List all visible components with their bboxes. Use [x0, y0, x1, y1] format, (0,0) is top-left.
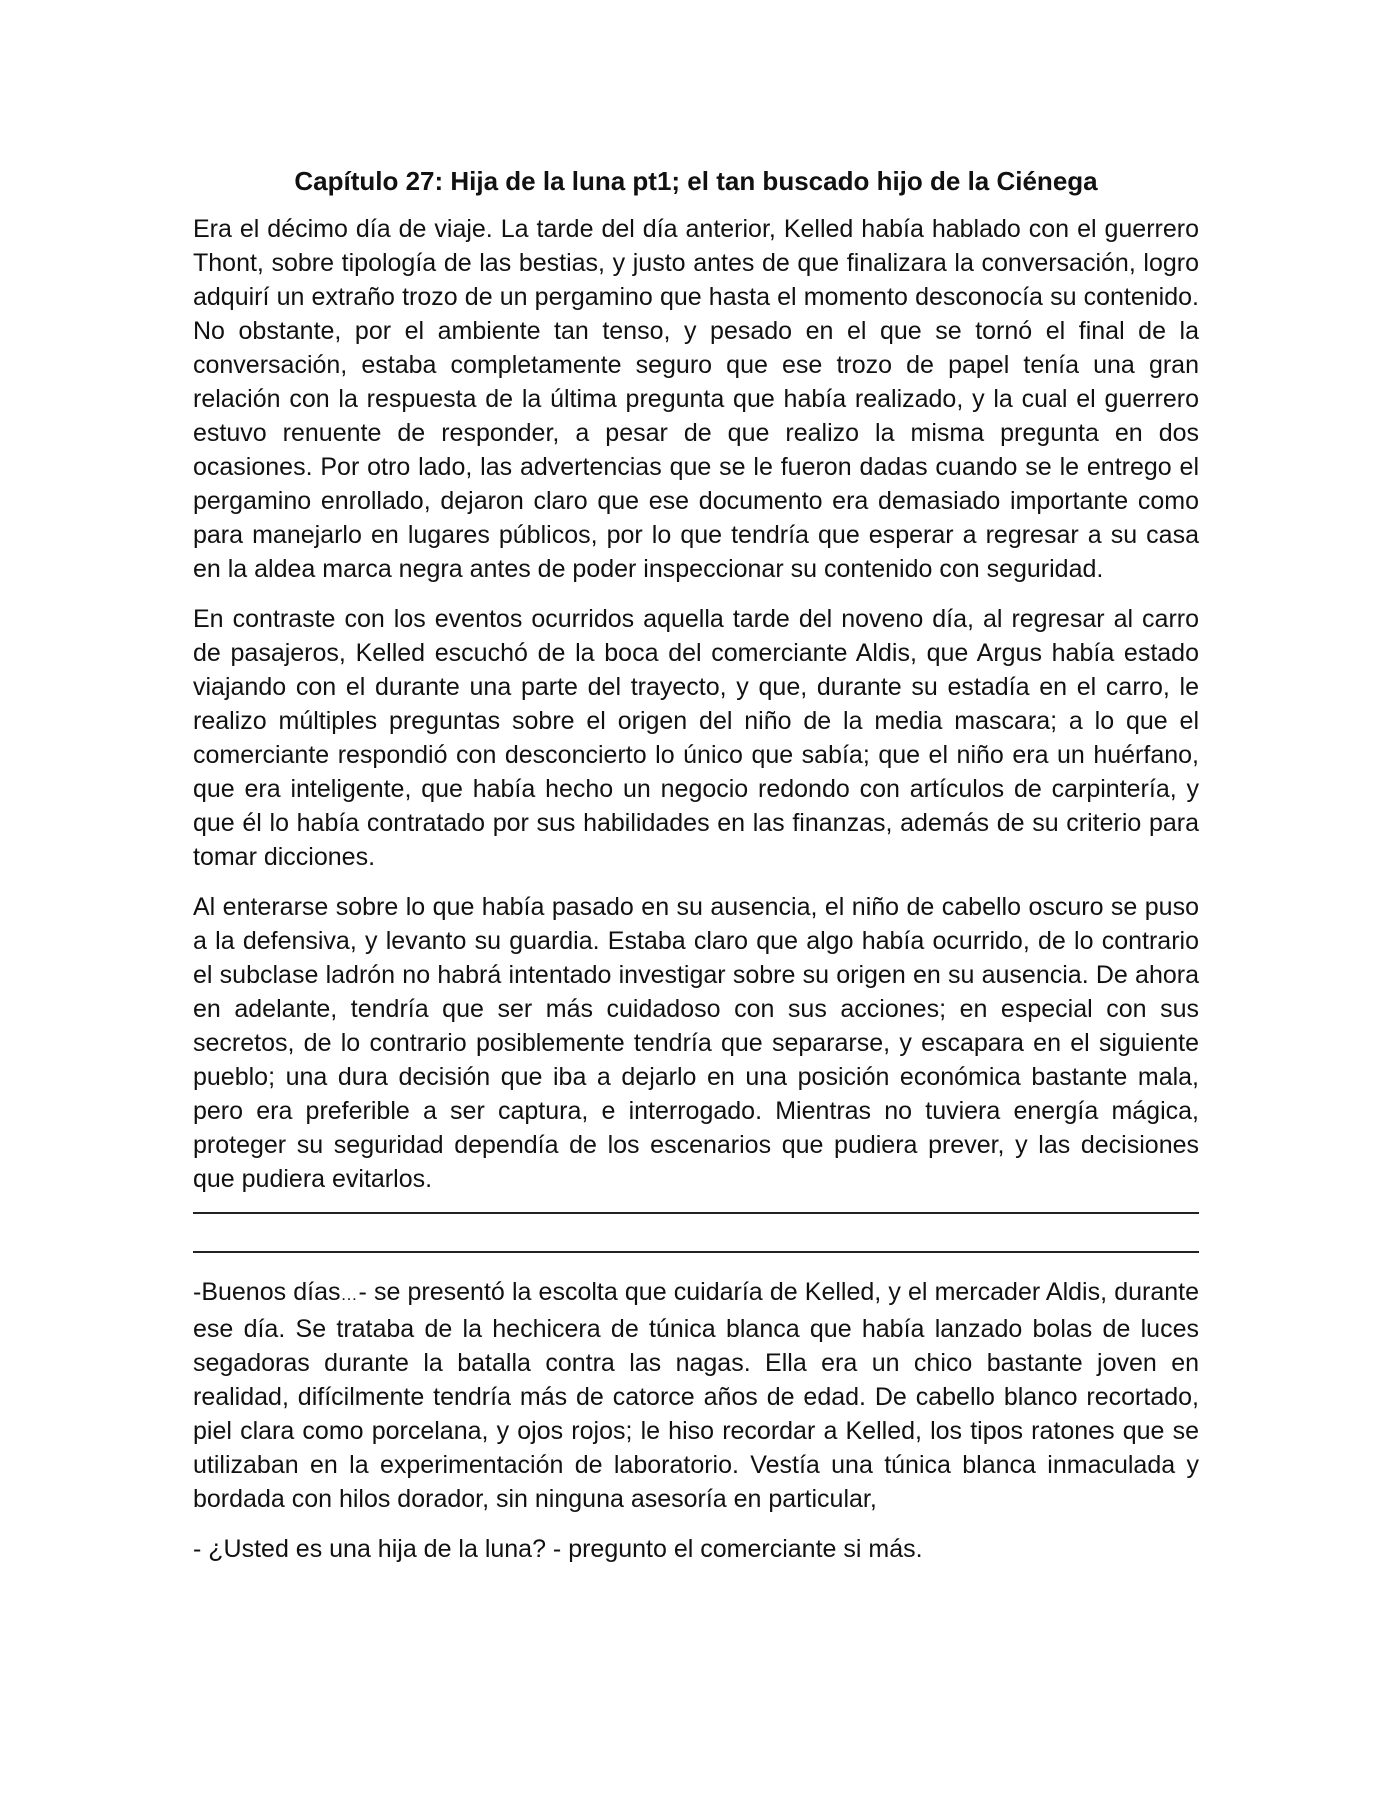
dialogue-greeting: -Buenos días	[193, 1278, 341, 1306]
dialogue-paragraph-1	[193, 1275, 1199, 1516]
dialogue-paragraph-2: - ¿Usted es una hija de la luna? - pregunto el comerciante si más.	[193, 1535, 923, 1563]
chapter-title: Capítulo 27: Hija de la luna pt1; el tan buscado hijo de la Ciénega	[294, 166, 1098, 196]
paragraph-3: Al enterarse sobre lo que había pasado en su ausencia, el niño de cabello oscuro se puso a la defensiva, y levanto su guardia. Estaba claro que algo había ocurrido, de lo contrario el subclase ladrón no habrá intentado investigar sobre su origen en su ausencia. De ahora en adelante, tendría que ser más cuidadoso con sus acciones; en especial con sus secretos, de lo contrario posiblemente tendría que separarse, y escapara en el siguiente pueblo; una dura decisión que iba a dejarlo en una posición económica bastante mala, pero era preferible a ser captura, e interrogado. Mientras no tuviera energía mágica, proteger su seguridad dependía de los escenarios que pudiera prever, y las decisiones que pudiera evitarlos.	[193, 893, 1199, 1193]
paragraph-2: En contraste con los eventos ocurridos aquella tarde del noveno día, al regresar al carro de pasajeros, Kelled escuchó de la boca del comerciante Aldis, que Argus había estado viajando con el durante una parte del trayecto, y que, durante su estadía en el carro, le realizo múltiples preguntas sobre el origen del niño de la media mascara; a lo que el comerciante respondió con desconcierto lo único que sabía; que el niño era un huérfano, que era inteligente, que había hecho un negocio redondo con artículos de carpintería, y que él lo había contratado por sus habilidades en las finanzas, además de su criterio para tomar dicciones.	[193, 605, 1199, 871]
dialogue-narration: - se presentó la escolta que cuidaría de Kelled, y el mercader Aldis, durante ese día. Se trataba de la hechicera de túnica blanca que había lanzado bolas de luces segadoras durante la batalla contra las nagas. Ella era un chico bastante joven en realidad, difícilmente tendría más de catorce años de edad. De cabello blanco recortado, piel clara como porcelana, y ojos rojos; le hiso recordar a Kelled, los tipos ratones que se utilizaban en la experimentación de laboratorio. Vestía una túnica blanca inmaculada y bordada con hilos dorador, sin ninguna asesoría en particular,	[193, 1278, 1199, 1513]
document-page	[193, 150, 1199, 1582]
section-divider-top	[193, 1212, 1199, 1214]
paragraph-1: Era el décimo día de viaje. La tarde del día anterior, Kelled había hablado con el guerrero Thont, sobre tipología de las bestias, y justo antes de que finalizara la conversación, logro adquirí un extraño trozo de un pergamino que hasta el momento desconocía su contenido. No obstante, por el ambiente tan tenso, y pesado en el que se tornó el final de la conversación, estaba completamente seguro que ese trozo de papel tenía una gran relación con la respuesta de la última pregunta que había realizado, y la cual el guerrero estuvo renuente de responder, a pesar de que realizo la misma pregunta en dos ocasiones. Por otro lado, las advertencias que se le fueron dadas cuando se le entrego el pergamino enrollado, dejaron claro que ese documento era demasiado importante como para manejarlo en lugares públicos, por lo que tendría que esperar a regresar a su casa en la aldea marca negra antes de poder inspeccionar su contenido con seguridad.	[193, 215, 1199, 583]
dialogue-ellipsis: …	[340, 1285, 359, 1304]
section-divider-bottom	[193, 1251, 1199, 1253]
